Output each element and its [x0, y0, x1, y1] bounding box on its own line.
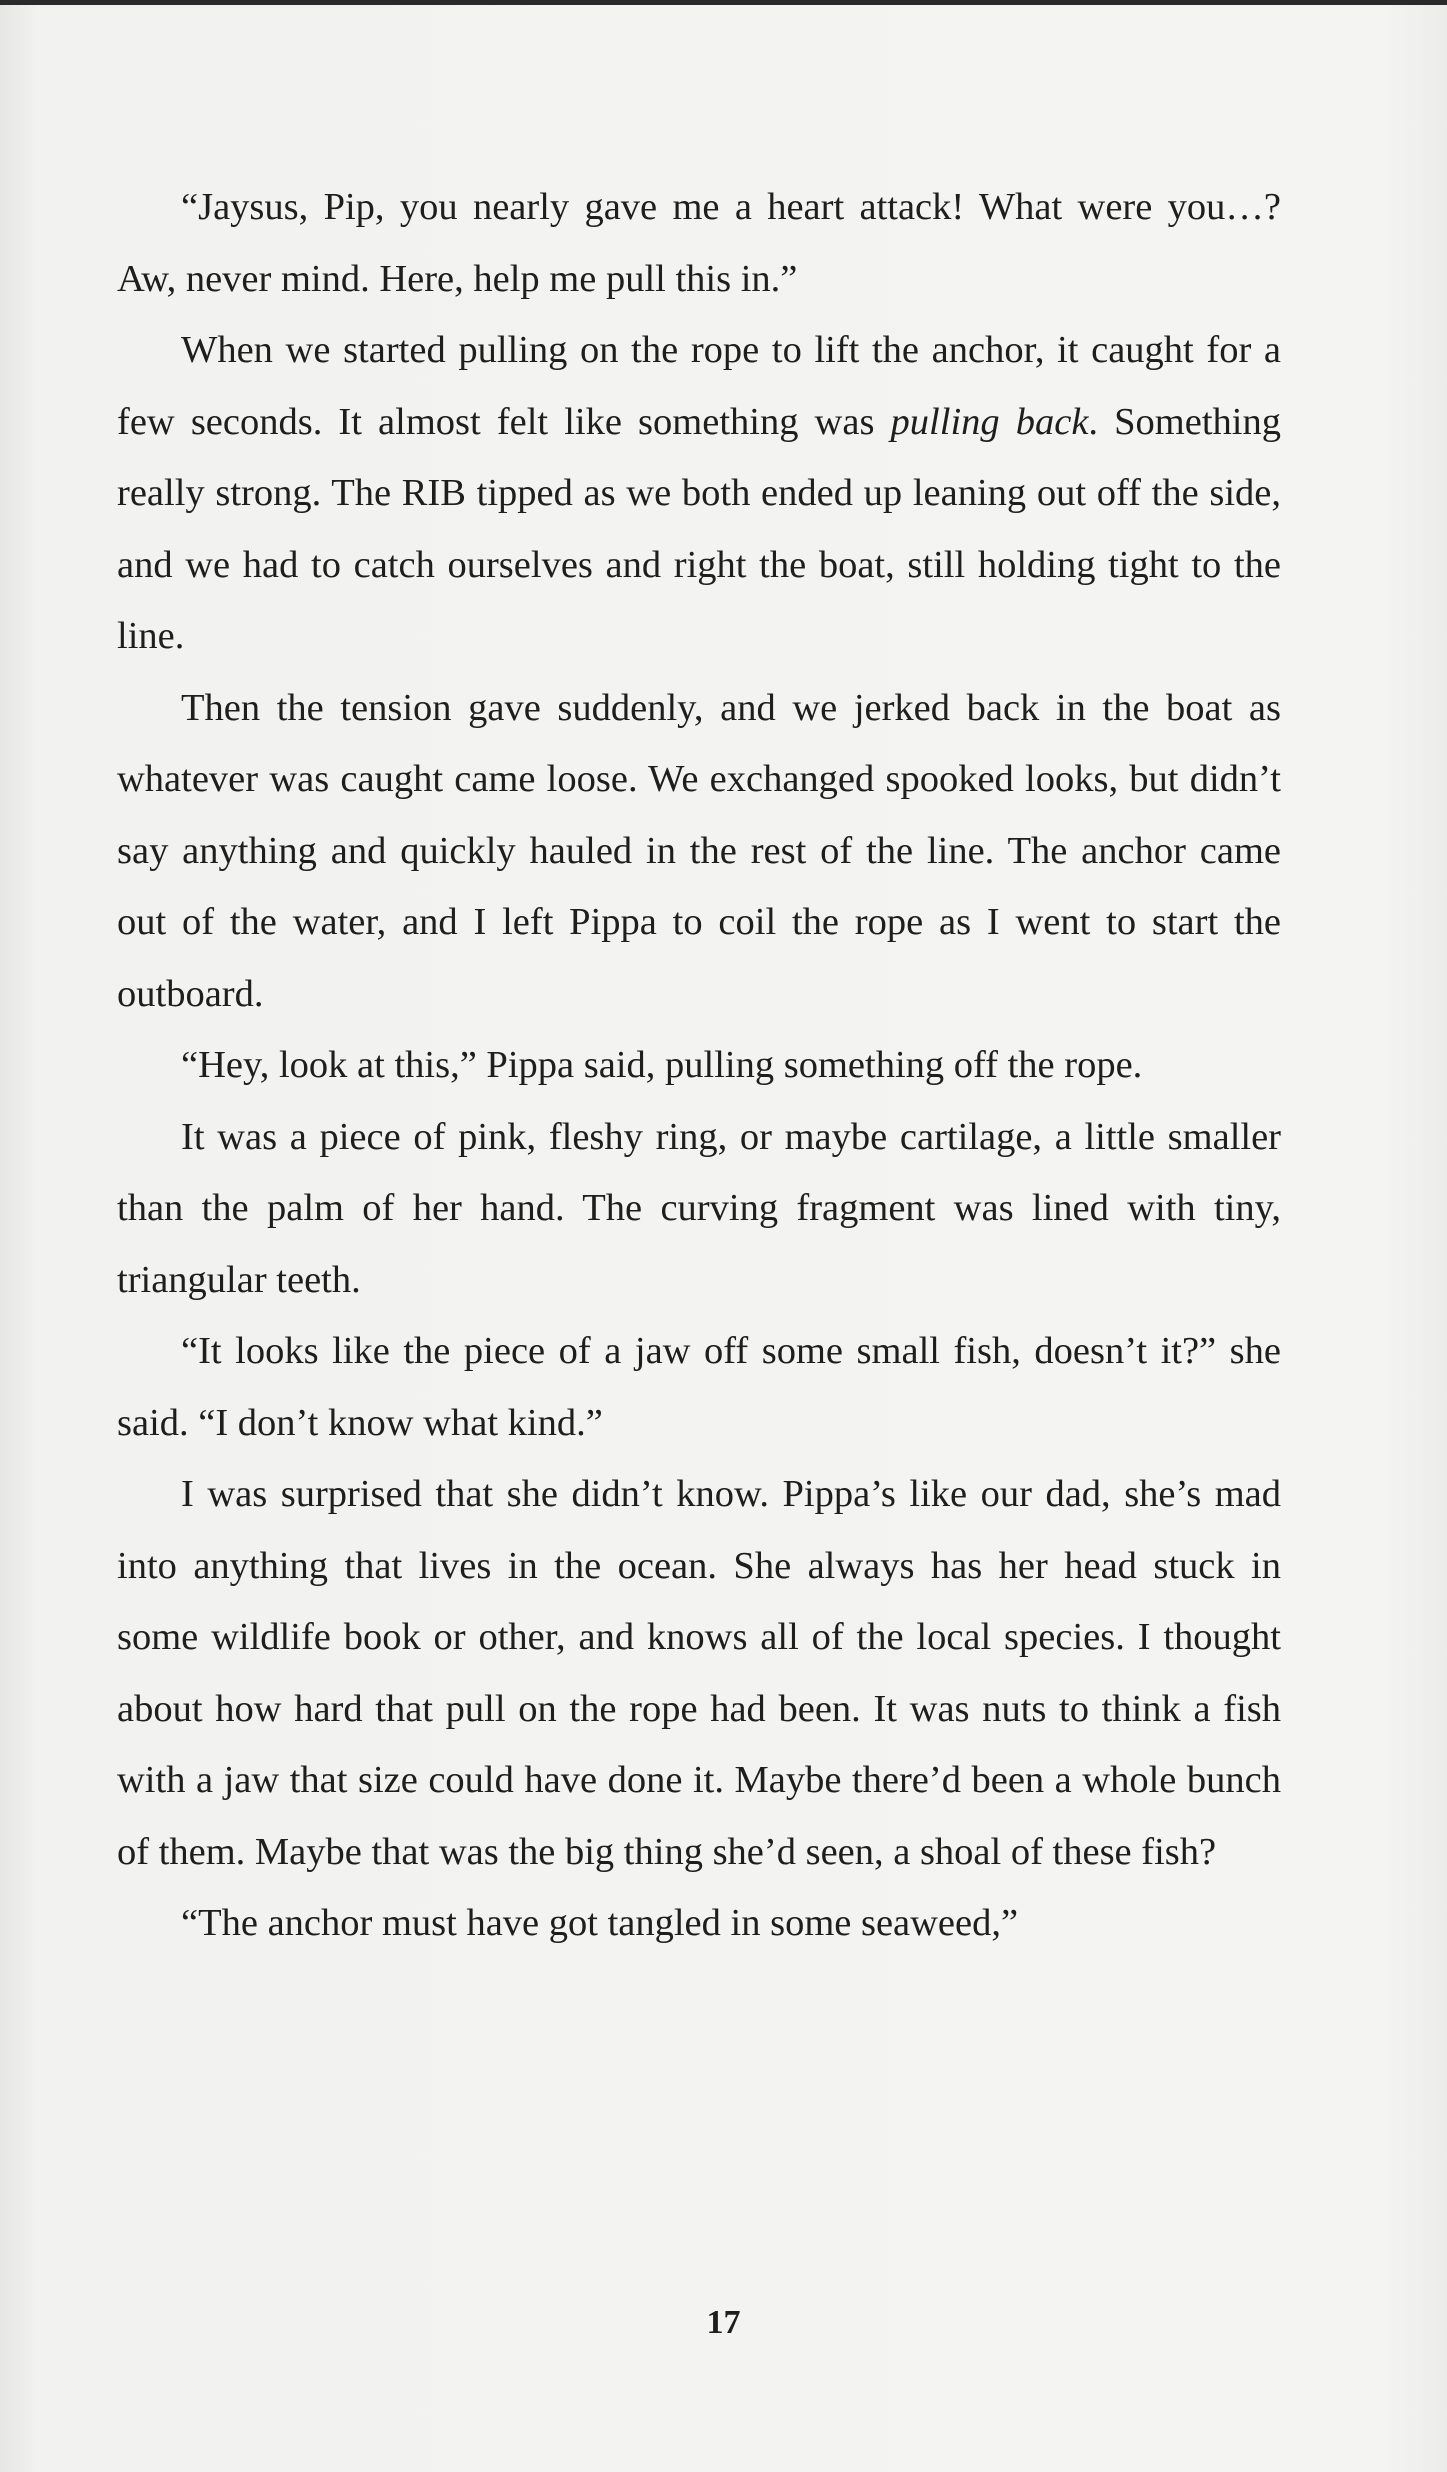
paragraph-5: It was a piece of pink, fleshy ring, or maybe cartilage, a little smaller than the palm of her hand. The curving fragment was lined with tiny, triangular teeth. [117, 1115, 1281, 1301]
paragraph-8: “The anchor must have got tangled in some seaweed,” [181, 1902, 1019, 1944]
paragraph-1: “Jaysus, Pip, you nearly gave me a heart attack! What were you…? Aw, never mind. Here, help me pull this in.” [117, 186, 1281, 300]
page-top-edge [0, 0, 1447, 5]
paragraph-4: “Hey, look at this,” Pippa said, pulling something off the rope. [181, 1044, 1143, 1086]
italic-emphasis: pulling back [890, 400, 1089, 443]
page-number: 17 [706, 2304, 741, 2341]
body-text [117, 172, 1281, 1960]
paragraph-2: When we started pulling on the rope to lift the anchor, it caught for a few seconds. It almost felt like something was pulling back. Something really strong. The RIB tipped as we both ended up leaning out off the side, and we had to catch ourselves and right the boat, still holding tight to the line. [117, 329, 1281, 657]
paragraph-6: “It looks like the piece of a jaw off some small fish, doesn’t it?” she said. “I don’t know what kind.” [117, 1330, 1281, 1444]
paragraph-7: I was surprised that she didn’t know. Pippa’s like our dad, she’s mad into anything that lives in the ocean. She always has her head stuck in some wildlife book or other, and knows all of the local species. I thought about how hard that pull on the rope had been. It was nuts to think a fish with a jaw that size could have done it. Maybe there’d been a whole bunch of them. Maybe that was the big thing she’d seen, a shoal of these fish? [117, 1473, 1281, 1873]
paragraph-3: Then the tension gave suddenly, and we jerked back in the boat as whatever was caught came loose. We exchanged spooked looks, but didn’t say anything and quickly hauled in the rest of the line. The anchor came out of the water, and I left Pippa to coil the rope as I went to start the outboard. [117, 686, 1281, 1015]
